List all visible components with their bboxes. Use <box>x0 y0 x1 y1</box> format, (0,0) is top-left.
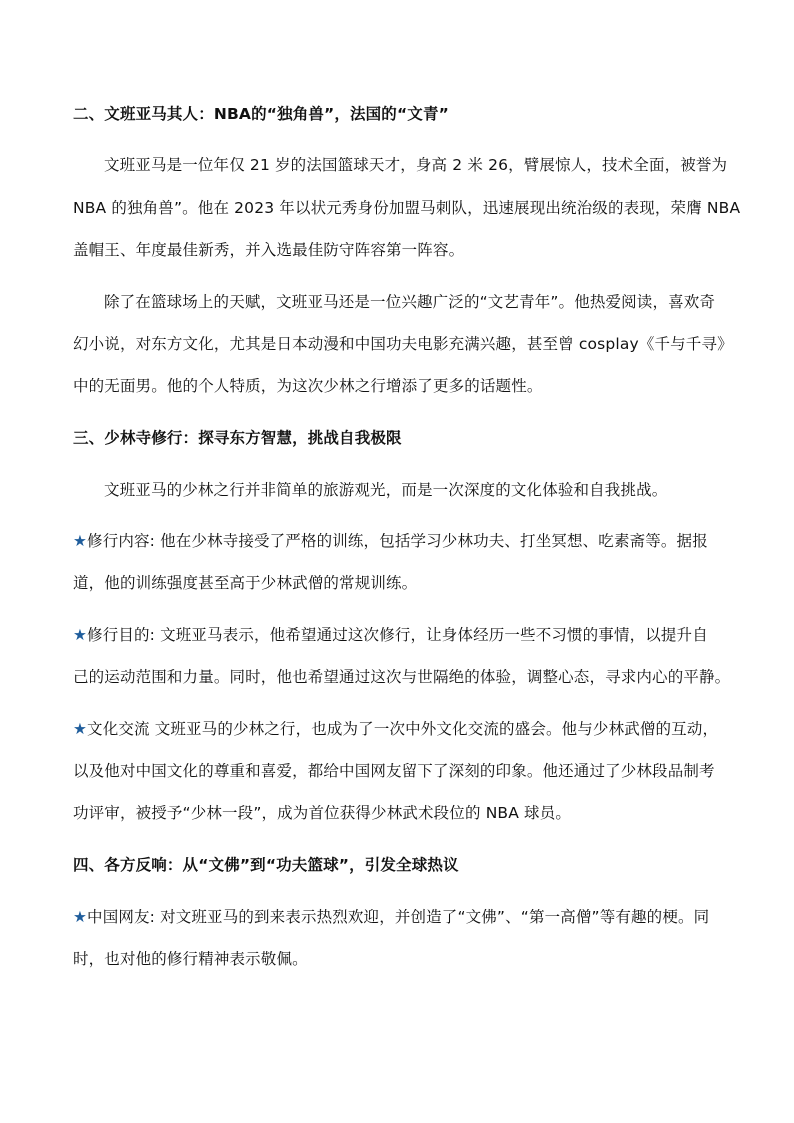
paragraph-line: 中的无面男。他的个人特质，为这次少林之行增添了更多的话题性。 <box>73 377 543 395</box>
bullet-item-line <box>73 907 709 927</box>
bullet-item-line: 道，他的训练强度甚至高于少林武僧的常规训练。 <box>73 574 418 592</box>
bullet-text: 修行目的: 文班亚马表示，他希望通过这次修行，让身体经历一些不习惯的事情，以提升自 <box>87 626 708 644</box>
star-icon: ★ <box>73 720 88 738</box>
bullet-item-line: 己的运动范围和力量。同时，他也希望通过这次与世隔绝的体验，调整心态，寻求内心的平静。 <box>73 668 731 686</box>
paragraph-line: 幻小说，对东方文化，尤其是日本动漫和中国功夫电影充满兴趣，甚至曾 cosplay《千与千寻》 <box>73 335 733 353</box>
bullet-item-line <box>73 719 718 739</box>
section-heading-3: 三、少林寺修行：探寻东方智慧，挑战自我极限 <box>73 429 402 447</box>
paragraph-line: 文班亚马的少林之行并非简单的旅游观光，而是一次深度的文化体验和自我挑战。 <box>104 481 668 499</box>
paragraph-line: 盖帽王、年度最佳新秀，并入选最佳防守阵容第一阵容。 <box>73 241 465 259</box>
bullet-text: 中国网友: 对文班亚马的到来表示热烈欢迎，并创造了“文佛”、“第一高僧”等有趣的梗。同 <box>87 908 710 926</box>
section-heading-2: 二、文班亚马其人：NBA的“独角兽”，法国的“文青” <box>73 105 449 123</box>
bullet-item-line: 功评审，被授予“少林一段”，成为首位获得少林武术段位的 NBA 球员。 <box>73 804 571 822</box>
bullet-text: 文化交流 文班亚马的少林之行，也成为了一次中外文化交流的盛会。他与少林武僧的互动， <box>87 720 719 738</box>
paragraph-line: 文班亚马是一位年仅 21 岁的法国篮球天才，身高 2 米 26，臂展惊人，技术全面，被誉为 <box>104 156 728 174</box>
paragraph-line: NBA 的独角兽”。他在 2023 年以状元秀身份加盟马刺队，迅速展现出统治级的表现，荣膺 NBA <box>73 199 741 217</box>
star-icon: ★ <box>73 908 88 926</box>
bullet-item-line <box>73 625 708 645</box>
star-icon: ★ <box>73 532 88 550</box>
bullet-item-line: 时，也对他的修行精神表示敬佩。 <box>73 950 308 968</box>
bullet-item-line <box>73 531 708 551</box>
section-heading-4: 四、各方反响：从“文佛”到“功夫篮球”，引发全球热议 <box>73 856 459 874</box>
bullet-item-line: 以及他对中国文化的尊重和喜爱，都给中国网友留下了深刻的印象。他还通过了少林段品制考 <box>73 762 715 780</box>
bullet-text: 修行内容: 他在少林寺接受了严格的训练，包括学习少林功夫、打坐冥想、吃素斋等。据报 <box>87 532 708 550</box>
paragraph-line: 除了在篮球场上的天赋，文班亚马还是一位兴趣广泛的“文艺青年”。他热爱阅读，喜欢奇 <box>104 293 716 311</box>
star-icon: ★ <box>73 626 88 644</box>
